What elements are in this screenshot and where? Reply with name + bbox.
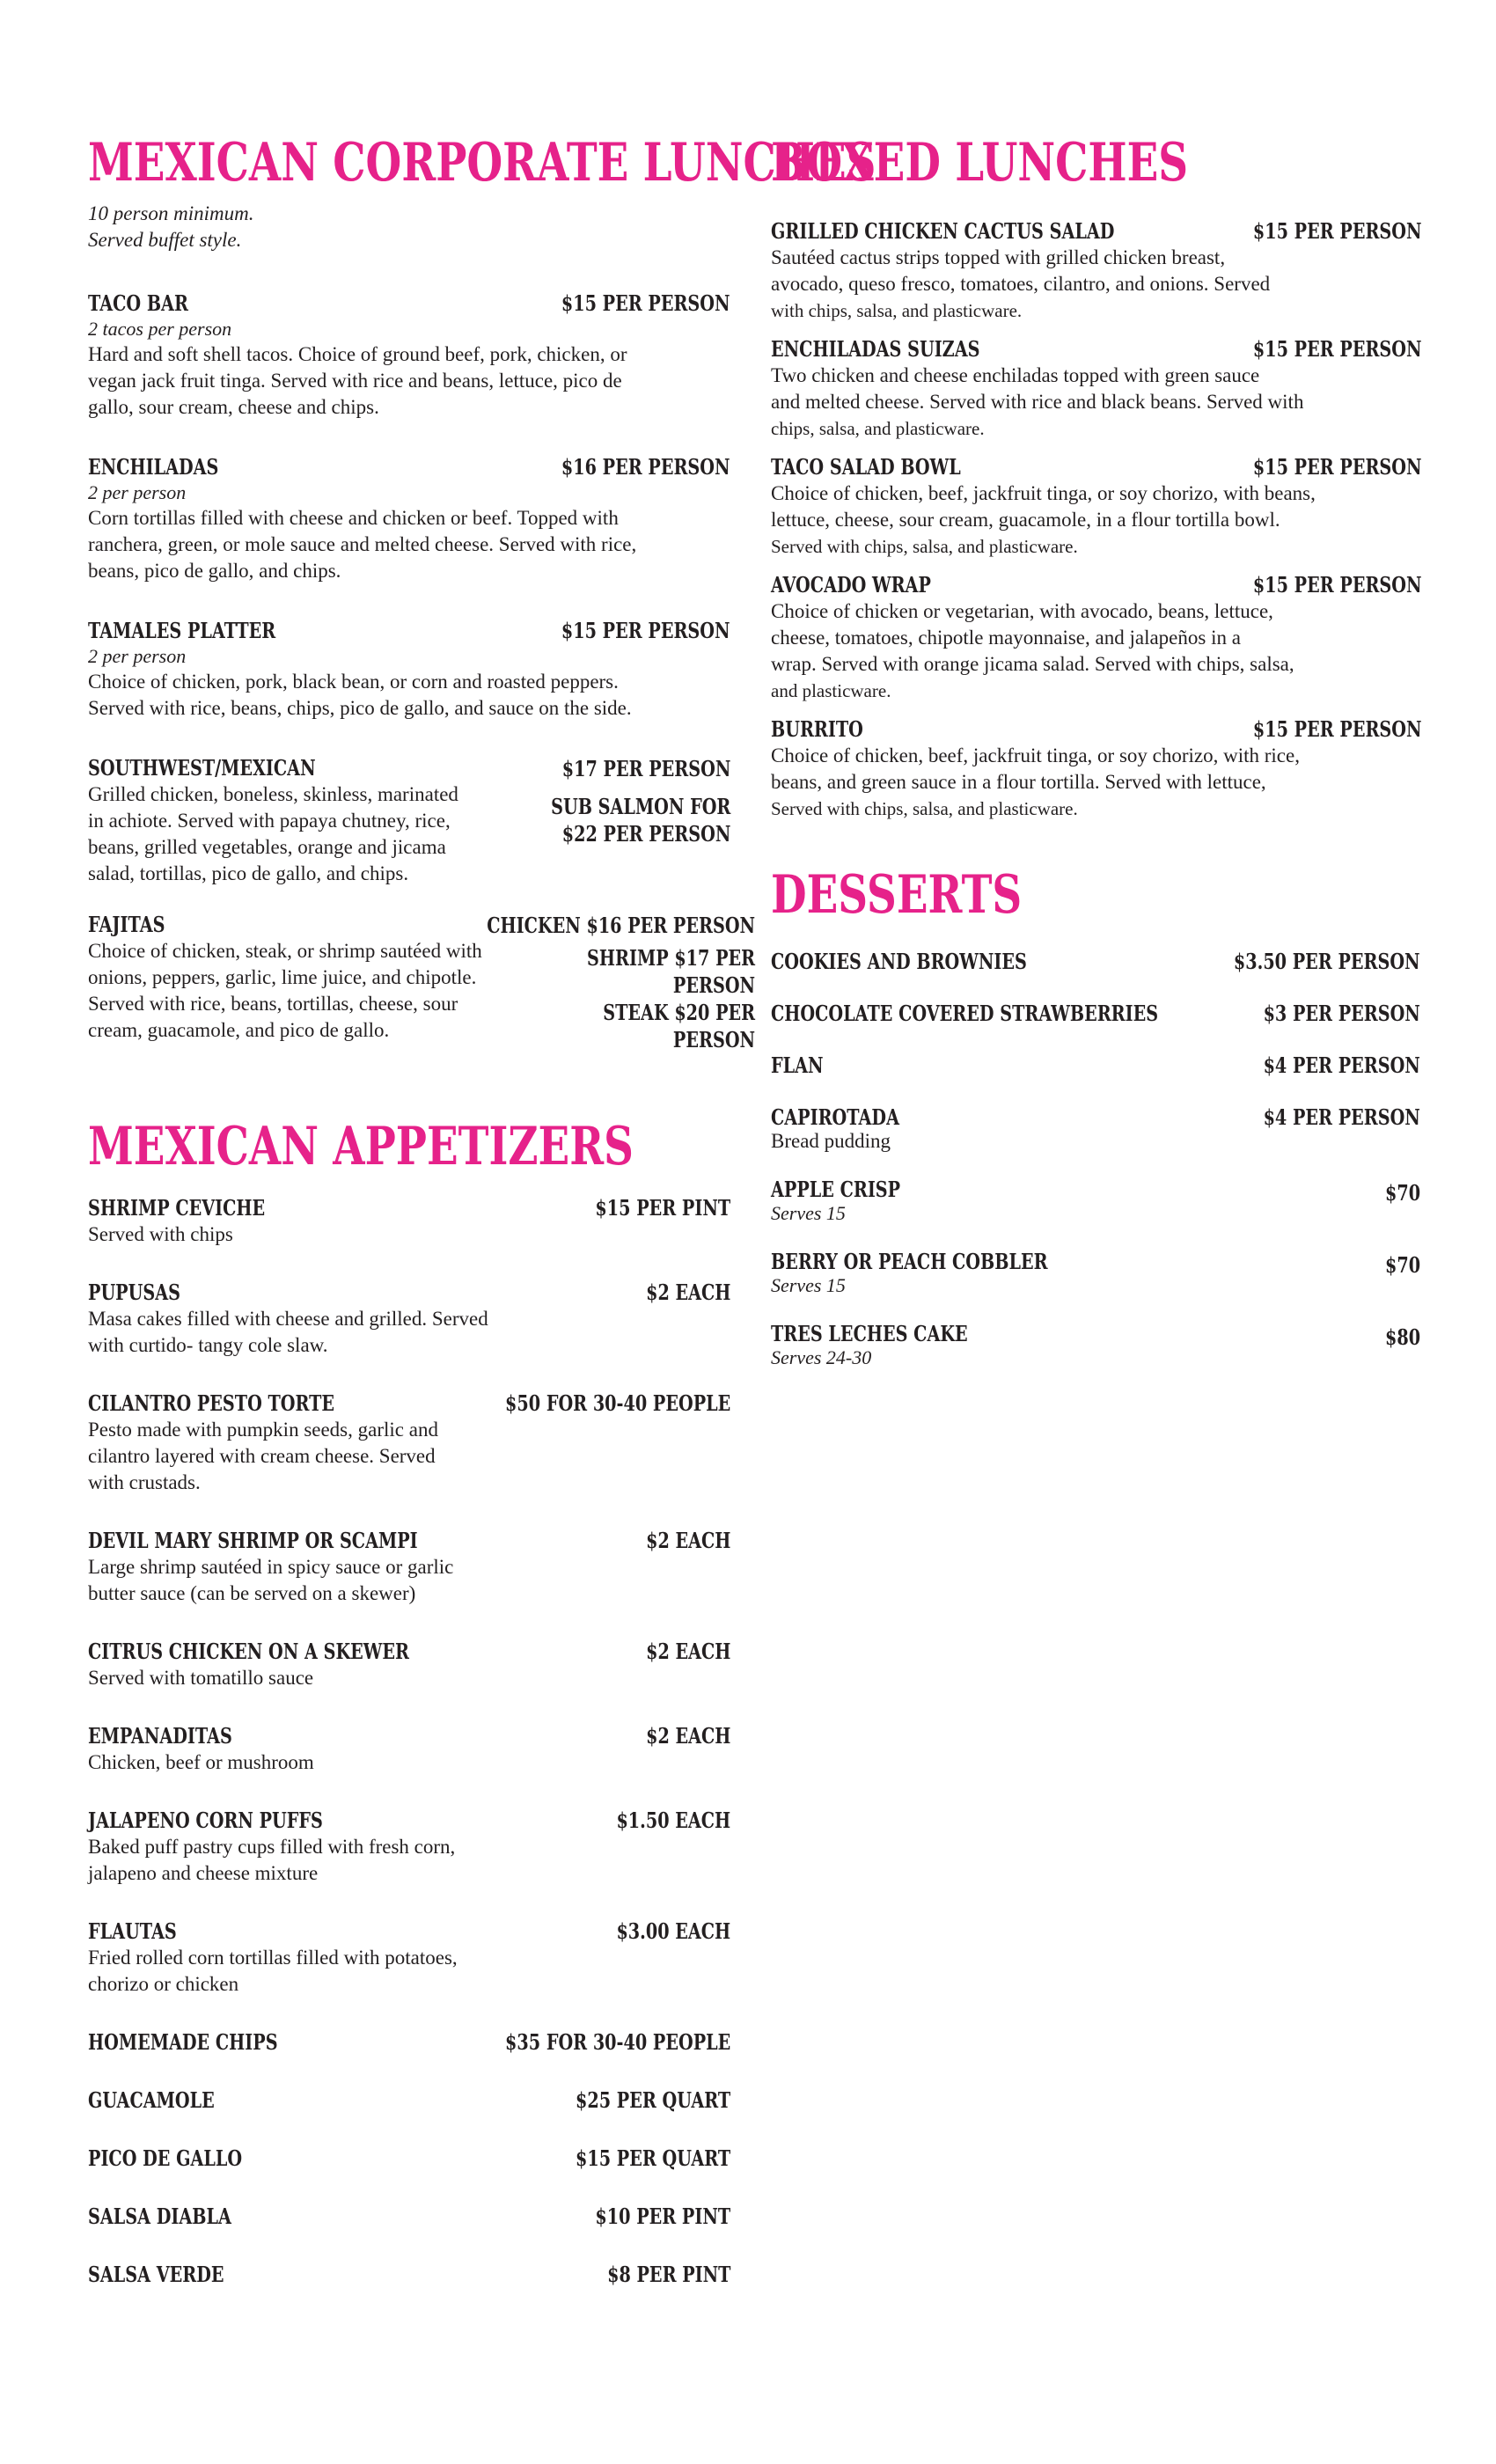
item-name: DEVIL MARY SHRIMP OR SCAMPI (88, 1528, 418, 1553)
item-desc-line: Choice of chicken, beef, jackfruit tinga, or soy chorizo, with beans, (771, 482, 1316, 504)
item-price-option: $22 PER PERSON (561, 821, 730, 847)
item-serving: 2 per person (88, 481, 187, 503)
item-name: GUACAMOLE (88, 2087, 215, 2113)
item-price: $15 PER PERSON (1253, 218, 1422, 244)
item-name: TAMALES PLATTER (88, 618, 276, 643)
item-name: TACO SALAD BOWL (771, 454, 961, 480)
item-desc-line: jalapeno and cheese mixture (88, 1862, 319, 1884)
menu-item-berry-peach-cobbler (771, 1249, 1420, 1296)
item-price-option: PERSON (672, 972, 755, 998)
item-price: $15 PER PERSON (561, 618, 730, 643)
menu-item-chocolate-strawberries (771, 1001, 1420, 1027)
item-price: $2 EACH (645, 1639, 730, 1664)
item-price: $50 FOR 30-40 PEOPLE (504, 1390, 730, 1416)
item-name: ENCHILADAS SUIZAS (771, 336, 980, 362)
item-price-option: SUB SALMON FOR (550, 794, 730, 819)
item-desc-line: onions, peppers, garlic, lime juice, and chipotle. (88, 966, 477, 988)
menu-item-flan (771, 1052, 1420, 1079)
item-desc-line: beans, and green sauce in a flour tortilla. Served with lettuce, (771, 771, 1266, 793)
menu-item-jalapeno-corn-puffs (88, 1808, 730, 1887)
intro-line: Served buffet style. (88, 229, 242, 251)
menu-item-citrus-chicken (88, 1639, 730, 1691)
item-price: $8 PER PINT (606, 2262, 730, 2287)
item-price: $15 PER PERSON (1253, 572, 1422, 598)
menu-item-grilled-chicken-cactus-salad (771, 218, 1422, 324)
item-desc-line: Choice of chicken, pork, black bean, or corn and roasted peppers. (88, 671, 619, 693)
item-price: $15 PER PERSON (1253, 454, 1422, 480)
item-name: FLAN (771, 1052, 824, 1078)
item-name: SALSA VERDE (88, 2262, 224, 2287)
item-price: $4 PER PERSON (1263, 1052, 1420, 1078)
menu-item-shrimp-ceviche (88, 1195, 730, 1248)
item-desc-line: chorizo or chicken (88, 1973, 239, 1995)
item-name: CHOCOLATE COVERED STRAWBERRIES (771, 1001, 1159, 1026)
item-desc-line: Sautéed cactus strips topped with grilled chicken breast, (771, 246, 1226, 268)
item-name: EMPANADITAS (88, 1723, 232, 1749)
menu-item-cookies-brownies (771, 949, 1420, 975)
item-serving: Serves 15 (771, 1202, 846, 1224)
item-desc-line: chips, salsa, and plasticware. (771, 418, 985, 439)
item-desc-line: Pesto made with pumpkin seeds, garlic and (88, 1419, 438, 1441)
item-price: CHICKEN $16 PER PERSON (487, 913, 755, 938)
item-name: BERRY OR PEACH COBBLER (771, 1249, 1048, 1274)
menu-item-tamales-platter (88, 618, 730, 722)
item-price: $2 EACH (645, 1280, 730, 1305)
item-desc-line: Hard and soft shell tacos. Choice of ground beef, pork, chicken, or (88, 343, 627, 365)
item-price: $3.00 EACH (616, 1918, 730, 1944)
menu-item-salsa-diabla (88, 2204, 730, 2230)
menu-item-capirotada (771, 1104, 1420, 1152)
item-price: $2 EACH (645, 1528, 730, 1553)
item-price-group (506, 755, 730, 847)
right-column (771, 132, 1422, 1368)
item-name: APPLE CRISP (771, 1177, 901, 1202)
menu-item-pico-de-gallo (88, 2145, 730, 2172)
item-name: SOUTHWEST/MEXICAN (88, 755, 316, 781)
item-desc-line: Served with chips, salsa, and plasticware. (771, 798, 1078, 819)
menu-item-guacamole (88, 2087, 730, 2114)
boxed-lunches-title: BOXED LUNCHES (771, 132, 1189, 194)
item-price: $80 (1384, 1324, 1420, 1350)
menu-item-taco-bar (88, 290, 730, 421)
item-desc-line: Chicken, beef or mushroom (88, 1751, 314, 1773)
menu-item-apple-crisp (771, 1177, 1420, 1224)
item-name: BURRITO (771, 716, 863, 742)
item-price: $3.50 PER PERSON (1234, 949, 1420, 974)
item-desc-line: Served with chips (88, 1223, 233, 1245)
corporate-intro (88, 201, 730, 253)
item-price: $3 PER PERSON (1263, 1001, 1420, 1026)
item-price-option: STEAK $20 PER (603, 1000, 755, 1025)
item-desc-line: Masa cakes filled with cheese and grilled. Served (88, 1308, 488, 1330)
item-name: ENCHILADAS (88, 454, 219, 480)
item-desc-line: lettuce, cheese, sour cream, guacamole, in a flour tortilla bowl. (771, 509, 1280, 531)
menu-item-salsa-verde (88, 2262, 730, 2288)
item-desc-line: cilantro layered with cream cheese. Served (88, 1445, 436, 1467)
item-name: PUPUSAS (88, 1280, 180, 1305)
corporate-lunches-title: MEXICAN CORPORATE LUNCHES (88, 132, 876, 194)
item-name: SHRIMP CEVICHE (88, 1195, 266, 1221)
item-desc-line: with crustads. (88, 1471, 201, 1493)
item-desc-line: and plasticware. (771, 680, 891, 701)
item-price: $10 PER PINT (595, 2204, 730, 2229)
item-name: JALAPENO CORN PUFFS (88, 1808, 323, 1833)
item-desc-line: Choice of chicken or vegetarian, with avocado, beans, lettuce, (771, 600, 1273, 622)
item-name: AVOCADO WRAP (771, 572, 931, 598)
menu-item-enchiladas (88, 454, 730, 584)
item-desc-line: avocado, queso fresco, tomatoes, cilantro, and onions. Served (771, 273, 1271, 295)
item-serving: Serves 15 (771, 1274, 846, 1296)
item-price: $16 PER PERSON (561, 454, 730, 480)
menu-item-flautas (88, 1918, 730, 1998)
item-desc-line: Two chicken and cheese enchiladas topped with green sauce (771, 364, 1260, 386)
menu-item-pupusas (88, 1280, 730, 1359)
item-price-option: SHRIMP $17 PER (586, 945, 755, 971)
item-name: CILANTRO PESTO TORTE (88, 1390, 335, 1416)
item-desc-line: Grilled chicken, boneless, skinless, marinated (88, 783, 458, 805)
item-name: SALSA DIABLA (88, 2204, 231, 2229)
menu-item-fajitas (88, 912, 755, 1052)
item-desc-line: in achiote. Served with papaya chutney, rice, (88, 810, 451, 832)
item-desc-line: Baked puff pastry cups filled with fresh corn, (88, 1836, 456, 1858)
menu-item-devil-mary-shrimp (88, 1528, 730, 1607)
menu-item-cilantro-pesto-torte (88, 1390, 730, 1496)
item-price: $4 PER PERSON (1263, 1104, 1420, 1130)
item-desc-line: Served with chips, salsa, and plasticware. (771, 536, 1078, 557)
item-name: CITRUS CHICKEN ON A SKEWER (88, 1639, 409, 1664)
menu-item-avocado-wrap (771, 572, 1422, 704)
item-name: FAJITAS (88, 912, 165, 937)
menu-item-homemade-chips (88, 2029, 730, 2056)
item-desc-line: beans, pico de gallo, and chips. (88, 560, 341, 582)
item-desc-line: and melted cheese. Served with rice and black beans. Served with (771, 391, 1304, 413)
item-serving: 2 per person (88, 645, 187, 667)
item-price: $15 PER PERSON (1253, 716, 1422, 742)
item-name: COOKIES AND BROWNIES (771, 949, 1027, 974)
menu-item-empanaditas (88, 1723, 730, 1776)
item-price: $15 PER PINT (595, 1195, 730, 1221)
item-serving: 2 tacos per person (88, 318, 232, 340)
item-price: $70 (1384, 1180, 1420, 1206)
item-desc-line: Bread pudding (771, 1130, 891, 1152)
item-price: $35 FOR 30-40 PEOPLE (504, 2029, 730, 2055)
item-desc-line: gallo, sour cream, cheese and chips. (88, 396, 379, 418)
desserts-list (771, 949, 1420, 1368)
item-name: PICO DE GALLO (88, 2145, 243, 2171)
item-price: $15 PER QUART (575, 2145, 730, 2171)
item-desc-line: ranchera, green, or mole sauce and melted cheese. Served with rice, (88, 533, 637, 555)
item-price: $70 (1384, 1252, 1420, 1278)
item-name: GRILLED CHICKEN CACTUS SALAD (771, 218, 1115, 244)
item-desc-line: butter sauce (can be served on a skewer) (88, 1582, 416, 1604)
menu-item-tres-leches-cake (771, 1321, 1420, 1368)
menu-item-taco-salad-bowl (771, 454, 1422, 560)
item-desc-line: Large shrimp sautéed in spicy sauce or garlic (88, 1556, 454, 1578)
item-name: CAPIROTADA (771, 1104, 899, 1130)
item-desc-line: Choice of chicken, steak, or shrimp sautéed with (88, 940, 482, 962)
item-name: TACO BAR (88, 290, 188, 316)
item-price-option: PERSON (672, 1027, 755, 1052)
item-desc-line: vegan jack fruit tinga. Served with rice and beans, lettuce, pico de (88, 370, 622, 392)
desserts-title: DESSERTS (771, 864, 1023, 926)
appetizers-title: MEXICAN APPETIZERS (88, 1116, 634, 1177)
menu-item-enchiladas-suizas (771, 336, 1422, 442)
item-price: $25 PER QUART (575, 2087, 730, 2113)
item-desc-line: Corn tortillas filled with cheese and chicken or beef. Topped with (88, 507, 619, 529)
item-desc-line: Fried rolled corn tortillas filled with potatoes, (88, 1947, 458, 1969)
item-price: $2 EACH (645, 1723, 730, 1749)
item-name: HOMEMADE CHIPS (88, 2029, 278, 2055)
item-price: $1.50 EACH (616, 1808, 730, 1833)
item-name: TRES LECHES CAKE (771, 1321, 968, 1346)
item-desc-line: with curtido- tangy cole slaw. (88, 1334, 328, 1356)
item-desc-line: with chips, salsa, and plasticware. (771, 300, 1023, 321)
item-desc-line: Served with rice, beans, chips, pico de gallo, and sauce on the side. (88, 697, 632, 719)
item-desc-line: Choice of chicken, beef, jackfruit tinga, or soy chorizo, with rice, (771, 744, 1300, 766)
item-price: $15 PER PERSON (561, 290, 730, 316)
item-desc-line: cheese, tomatoes, chipotle mayonnaise, and jalapeños in a (771, 627, 1241, 649)
item-price-group (420, 912, 755, 1053)
menu-item-burrito (771, 716, 1422, 822)
item-desc-line: beans, grilled vegetables, orange and jicama (88, 836, 446, 858)
item-price: $17 PER PERSON (561, 756, 730, 781)
menu-item-southwest-mexican (88, 755, 730, 887)
item-name: FLAUTAS (88, 1918, 177, 1944)
item-serving: Serves 24-30 (771, 1346, 872, 1368)
item-desc-line: salad, tortillas, pico de gallo, and chips. (88, 862, 409, 884)
item-desc-line: Served with tomatillo sauce (88, 1667, 314, 1689)
item-desc-line: wrap. Served with orange jicama salad. Served with chips, salsa, (771, 653, 1294, 675)
intro-line: 10 person minimum. (88, 202, 254, 224)
item-desc-line: cream, guacamole, and pico de gallo. (88, 1019, 390, 1041)
item-desc-line: Served with rice, beans, tortillas, cheese, sour (88, 993, 458, 1015)
item-price: $15 PER PERSON (1253, 336, 1422, 362)
